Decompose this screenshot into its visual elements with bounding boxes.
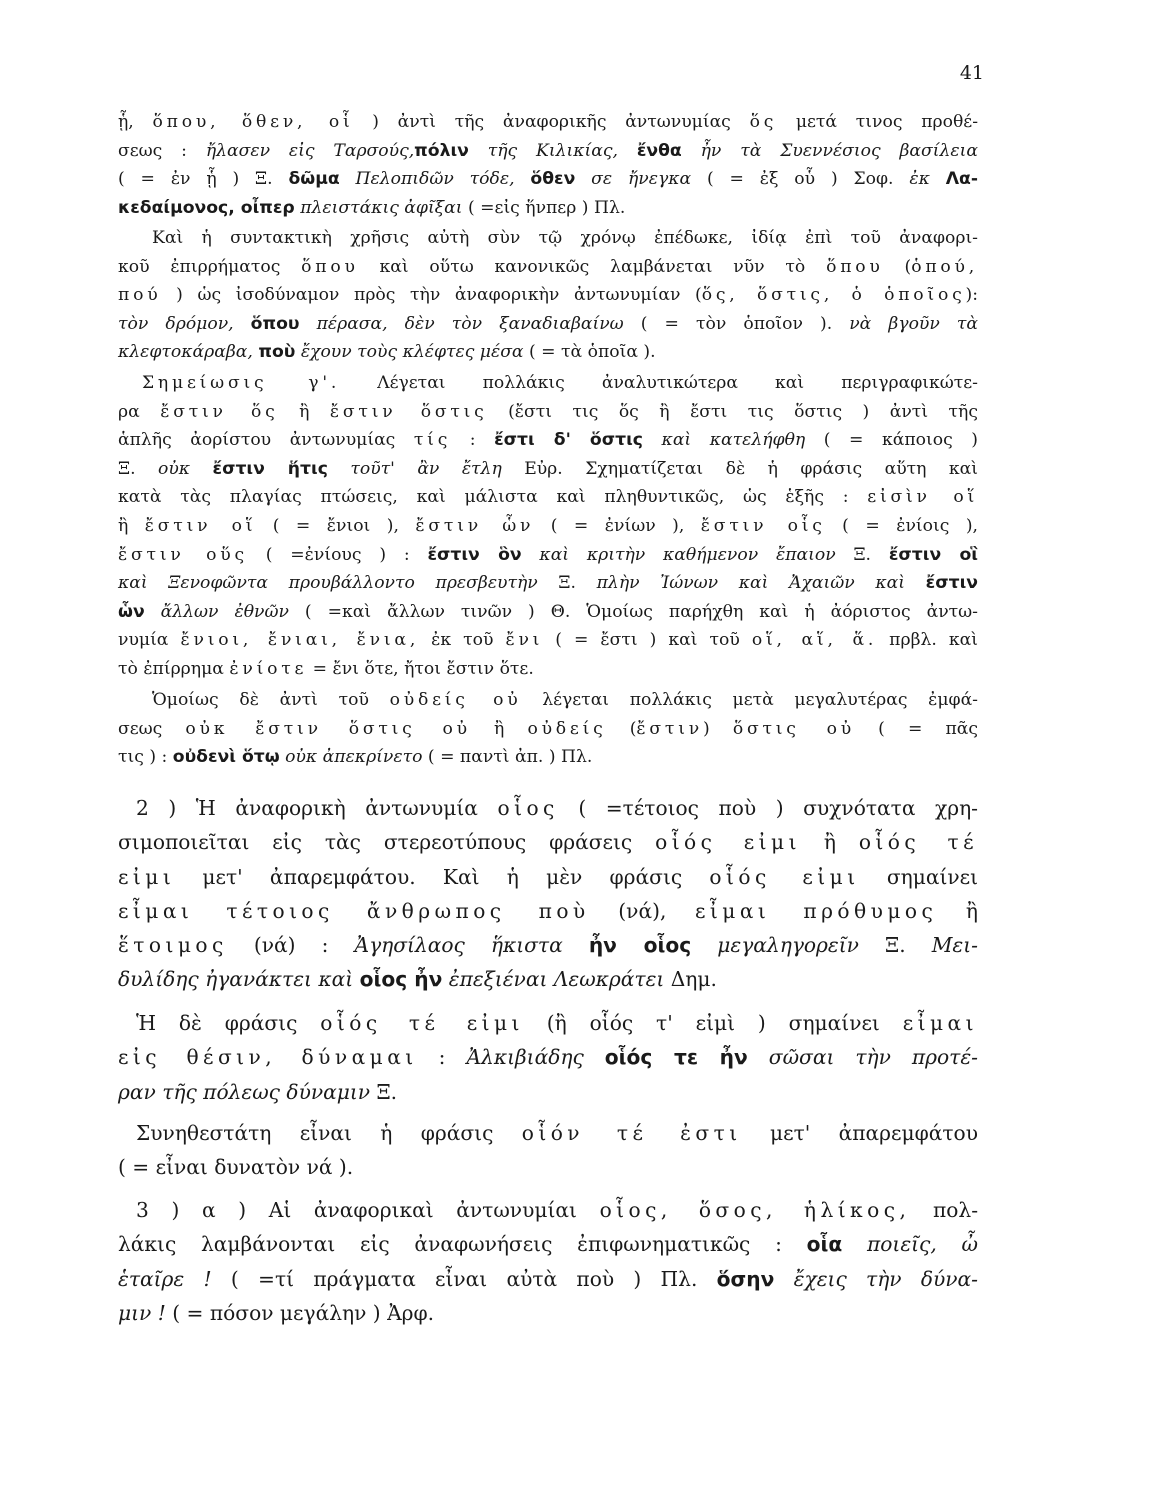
text-run: ἔστιν οὕς <box>118 544 248 565</box>
text-run: δυλίδης ἠγανάκτει καὶ <box>118 967 360 992</box>
text-run: εἶμαι τέτοιος ἄνθρωπος ποὺ <box>118 898 590 923</box>
text-run: ( =εἰς ἥνπερ ) Πλ. <box>462 197 626 218</box>
text-run: τοῦτ' ἂν ἔτλη <box>327 458 502 479</box>
text-run: καὶ Ξενοφῶντα προυβάλλοντο πρεσβευτὴν <box>118 573 538 594</box>
text-line <box>118 1006 978 1040</box>
text-run: ἤλασεν εἰς Ταρσούς, <box>205 140 415 161</box>
text-run: ) ὡς ἰσοδύναμον πρὸς τὴν ἀναφορικὴν ἀντωνυμίαν ( <box>161 285 702 306</box>
text-run: (νά) : <box>227 933 355 958</box>
text-run: ὅσην <box>716 1266 775 1291</box>
text-run: πολ- <box>910 1198 979 1222</box>
text-run: τις ) : <box>118 747 173 768</box>
text-run: (ἢ οἷός τ' εἰμὶ ) σημαίνει <box>523 1011 903 1035</box>
text-line <box>118 686 978 715</box>
text-run: κεδαίμονος, οἶπερ <box>118 197 295 218</box>
text-run: κλεφτοκάραβα, <box>118 342 259 363</box>
text-run: οὐκ ἀπεκρίνετο <box>279 747 423 768</box>
text-line <box>118 598 978 627</box>
text-run: τῆς Κιλικίας, <box>468 140 637 161</box>
text-run: σημαίνει <box>859 864 979 889</box>
text-run: τὸ ἐπίρρημα <box>118 658 230 679</box>
text-run: καὶ οὕτω κανονικῶς λαμβάνεται νῦν τὸ <box>358 256 827 277</box>
text-run: τίς <box>413 430 452 451</box>
text-run: σιμοποιεῖται εἰς τὰς στερεοτύπους φράσεις <box>118 830 656 855</box>
text-run: ὅπου <box>826 256 884 277</box>
text-line <box>118 194 978 223</box>
text-run: Ξ. <box>858 933 932 958</box>
text-line <box>118 310 978 339</box>
text-run: = ἔνι ὅτε, ἤτοι ἔστιν ὅτε. <box>307 658 534 679</box>
text-run: ποὺ <box>258 342 296 363</box>
text-line <box>118 626 978 655</box>
text-line <box>118 1296 978 1330</box>
text-run: 2 ) Ἡ ἀναφορικὴ ἀντωνυμία <box>136 796 498 820</box>
text-line <box>118 165 978 194</box>
paragraph <box>118 1006 978 1109</box>
text-run: Εὐρ. Σχηματίζεται δὲ ἡ φράσις αὕτη καὶ <box>501 458 979 479</box>
text-line <box>118 791 978 825</box>
text-run: ἔνιοι, ἔνιαι, ἔνια, <box>180 630 420 651</box>
text-run: ( = ἔνιοι ), <box>256 515 416 536</box>
text-run: ρα <box>118 401 161 422</box>
text-run: ἔνι <box>505 630 544 651</box>
text-run: πέρασα, δὲν τὸν ξαναδιαβαίνω <box>299 313 624 334</box>
text-run: εἰς θέσιν, δύναμαι <box>118 1045 418 1070</box>
text-line <box>118 455 978 484</box>
paragraph <box>118 686 978 772</box>
text-run: Σημείωσις γ'. <box>142 373 341 393</box>
text-run: ὅπου, ὅθεν, οἷ <box>152 112 354 132</box>
text-run: Λα- <box>945 169 978 190</box>
text-run: μιν ! <box>118 1300 166 1325</box>
text-run: ( = ἔστι ) καὶ τοῦ <box>543 630 752 651</box>
text-run: ( =ἐνίους ) : <box>247 544 428 565</box>
text-run: Συνηθεστάτη εἶναι ἡ φράσις <box>136 1121 522 1145</box>
text-run: ἢ <box>118 515 145 536</box>
text-run: λάκις λαμβάνονται εἰς ἀναφωνήσεις ἐπιφωνηματικῶς : <box>118 1232 807 1257</box>
text-run: σεως <box>118 718 186 739</box>
text-line <box>118 715 978 744</box>
paragraph <box>118 108 978 222</box>
text-run: ἔχουν τοὺς κλέφτες μέσα <box>295 342 524 363</box>
text-line <box>118 825 978 859</box>
text-run: ἢ <box>800 830 859 855</box>
text-run: ἕτοιμος <box>118 933 228 958</box>
paragraph <box>118 1116 978 1185</box>
page-number: 41 <box>959 62 984 84</box>
text-run: : <box>451 430 495 451</box>
text-run: ( =καὶ ἄλλων τινῶν ) Θ. Ὁμοίως παρήχθη καὶ ἡ ἀόριστος ἀντω- <box>288 601 978 622</box>
text-run: ἔστιν οἵ <box>144 515 257 536</box>
text-line <box>118 1193 978 1227</box>
text-line <box>118 1227 978 1261</box>
text-line <box>118 928 978 962</box>
text-run: σε ἤνεγκα <box>575 169 692 190</box>
text-line <box>118 369 978 398</box>
text-run: οἷα <box>806 1232 843 1257</box>
text-run: ( = εἶναι δυνατὸν νά ). <box>118 1155 354 1180</box>
text-run: ἑταῖρε ! <box>118 1266 212 1291</box>
paragraph <box>118 1193 978 1330</box>
text-run: εἶμαι <box>902 1011 978 1035</box>
text-run: νὰ βγοῦν τὰ <box>849 313 978 334</box>
text-run: οὐδενὶ ὅτῳ <box>172 747 280 768</box>
text-run: Ξ. <box>118 458 158 479</box>
text-run: ἔστιν οἷς <box>700 515 826 536</box>
text-run: πλειστάκις ἀφῖξαι <box>294 197 463 218</box>
text-run: Δημ. <box>664 967 717 992</box>
text-run: ἄλλων ἐθνῶν <box>144 601 289 622</box>
text-run: Ξ. <box>370 1079 398 1104</box>
text-run: οὐκ ἔστιν ὅστις οὐ <box>185 718 471 739</box>
text-run: πόλιν <box>414 140 469 161</box>
text-run: Καὶ ἡ συντακτικὴ χρῆσις αὐτὴ σὺν τῷ χρόνῳ ἐπέδωκε, ἰδίᾳ ἐπὶ τοῦ ἀναφορι- <box>152 228 978 248</box>
text-run: σεως : <box>118 140 206 161</box>
text-run: μετά τινος προθέ- <box>777 112 979 132</box>
text-run: πρβλ. καὶ <box>877 630 978 651</box>
text-line <box>118 655 978 684</box>
text-run: ἔστιν ὧν <box>415 515 535 536</box>
text-run: οἷος, ὅσος, ἡλίκος, <box>599 1198 911 1222</box>
text-run: οἷος <box>497 796 559 820</box>
text-run: ὅς <box>749 112 778 132</box>
text-run: τὸν δρόμον, <box>118 313 251 334</box>
text-run: ἦν τὰ Συεννέσιος βασίλεια <box>681 140 978 161</box>
text-run: οἷός εἰμι <box>655 830 801 855</box>
text-run: ἔστιν <box>636 718 703 739</box>
text-run: ) <box>702 718 733 739</box>
text-run: ( = τὰ ὁποῖα ). <box>523 342 656 363</box>
text-run: ( <box>606 718 637 739</box>
text-line <box>118 253 978 282</box>
text-run: Ἀγησίλαος ἥκιστα <box>354 933 589 958</box>
text-run: ( = τὸν ὁποῖον ). <box>623 313 850 334</box>
text-run: ἔστιν <box>925 573 978 594</box>
text-run: ἢ <box>278 401 330 422</box>
text-run: (ἔστι τις ὅς ἢ ἔστι τις ὅστις ) ἀντὶ τῆς <box>487 401 978 422</box>
text-run: Ἀλκιβιάδης <box>466 1045 605 1070</box>
text-run: ἔστιν ἥτις <box>212 458 328 479</box>
text-run: 3 ) α ) Αἱ ἀναφορικαὶ ἀντωνυμίαι <box>136 1198 600 1222</box>
text-run: ὅς, ὅστις, ὁ ὁποῖος <box>701 285 966 306</box>
text-line <box>118 1040 978 1074</box>
paragraph <box>118 369 978 684</box>
text-run: μετ' ἀπαρεμφάτου <box>741 1121 978 1145</box>
text-run: οὐδείς οὐ <box>389 690 522 710</box>
text-run: ( = ἐνίων ), <box>534 515 701 536</box>
text-run: ( = ἐνίοις ), <box>825 515 978 536</box>
text-run: ( =τί πράγματα εἶναι αὐτὰ ποὺ ) Πλ. <box>211 1266 717 1291</box>
text-run: μετ' ἀπαρεμφάτου. Καὶ ἡ μὲν φράσις <box>175 864 710 889</box>
text-run: ὅθεν <box>530 169 576 190</box>
text-run: ὅπου <box>301 256 359 277</box>
text-run: ἐνίοτε <box>229 658 308 679</box>
text-run: οἷός εἰμι <box>709 864 860 889</box>
text-run: ( = ἐξ οὗ ) Σοφ. <box>691 169 910 190</box>
text-run: Ἡ δὲ φράσις <box>136 1011 321 1035</box>
text-run: ἦν οἷος <box>588 933 692 958</box>
text-run: καὶ κριτὴν καθήμενον ἔπαιον <box>521 544 836 565</box>
text-line <box>118 398 978 427</box>
text-line <box>118 426 978 455</box>
text-run: ποιεῖς, ὦ <box>842 1232 978 1257</box>
text-run: ( =τέτοιος ποὺ ) συχνότατα χρη- <box>558 796 978 820</box>
text-line <box>118 224 978 253</box>
text-run: πού <box>118 285 162 306</box>
text-line <box>118 137 978 166</box>
text-line <box>118 483 978 512</box>
text-run: οἷός τέ <box>858 830 978 855</box>
text-run: ὁπού, <box>911 256 979 277</box>
text-run: σῶσαι τὴν προτέ- <box>747 1045 978 1070</box>
text-run: ᾗ, <box>118 112 153 132</box>
text-run: ἔστι δ' ὅστις <box>494 430 643 451</box>
text-run: οὐδείς <box>527 718 607 739</box>
text-run: οὐκ <box>158 458 213 479</box>
text-line <box>118 860 978 894</box>
text-run: Ξ. <box>537 573 597 594</box>
text-run: ἢ <box>470 718 528 739</box>
text-line <box>118 962 978 996</box>
text-run: ἔχεις τὴν δύνα- <box>774 1266 979 1291</box>
text-run: ραν τῆς πόλεως δύναμιν <box>118 1079 371 1104</box>
text-run: εἶμαι πρόθυμος <box>695 898 938 923</box>
text-line <box>118 281 978 310</box>
text-run: ἔστιν ὅς <box>160 401 279 422</box>
text-run: ( <box>883 256 912 277</box>
text-run: οἷός τε ἦν <box>604 1045 748 1070</box>
text-run: ὧν <box>118 601 145 622</box>
paragraph <box>118 224 978 367</box>
text-run: ): <box>965 285 978 306</box>
text-run: οἷος ἦν <box>359 967 443 992</box>
text-run: κοῦ ἐπιρρήματος <box>118 256 302 277</box>
text-line <box>118 1075 978 1109</box>
text-run: εἰμι <box>118 864 176 889</box>
text-run: ἐκ <box>909 169 946 190</box>
text-run: κατὰ τὰς πλαγίας πτώσεις, καὶ μάλιστα καὶ πληθυντικῶς, ὡς ἑξῆς : <box>118 487 868 508</box>
text-run: ἔνθα <box>636 140 682 161</box>
text-run: ἔστιν οἳ <box>888 544 979 565</box>
text-run: οἷόν τέ ἐστι <box>521 1121 742 1145</box>
text-run: ἢ <box>937 898 978 923</box>
text-run: ἔστιν ὅστις <box>329 401 488 422</box>
text-line <box>118 569 978 598</box>
text-run: ὅπου <box>250 313 300 334</box>
text-run: Ὁμοίως δὲ ἀντὶ τοῦ <box>152 690 390 710</box>
text-run: Λέγεται πολλάκις ἀναλυτικώτερα καὶ περιγραφικώτε- <box>340 373 978 393</box>
text-line <box>118 1116 978 1150</box>
text-run: ( = κάποιος ) <box>805 430 979 451</box>
text-run: ( = πᾶς <box>854 718 979 739</box>
text-run: Πελοπιδῶν τόδε, <box>339 169 531 190</box>
text-run: ὅστις οὐ <box>732 718 855 739</box>
paragraph <box>118 791 978 997</box>
text-run: ἐκ τοῦ <box>419 630 506 651</box>
text-run: εἰσὶν οἵ <box>867 487 978 508</box>
text-run: λέγεται πολλάκις μετὰ μεγαλυτέρας ἐμφά- <box>521 690 978 710</box>
text-run: Ξ. <box>835 544 889 565</box>
text-run: ( = πόσον μεγάλην ) Ἀρφ. <box>165 1300 435 1325</box>
text-line <box>118 541 978 570</box>
text-line <box>118 894 978 928</box>
text-run: ἁπλῆς ἀορίστου ἀντωνυμίας <box>118 430 414 451</box>
text-line <box>118 1262 978 1296</box>
text-run: καὶ κατελήφθη <box>642 430 806 451</box>
text-line <box>118 338 978 367</box>
text-run: ( = παντὶ ἀπ. ) Πλ. <box>422 747 593 768</box>
text-run: νυμία <box>118 630 181 651</box>
text-run: οἵ, αἵ, ἅ. <box>751 630 878 651</box>
text-run: ἔστιν ὃν <box>427 544 522 565</box>
text-run: ( = ἐν ᾗ ) Ξ. <box>118 169 289 190</box>
text-line <box>118 743 978 772</box>
text-run: πλὴν Ἰώνων καὶ Ἀχαιῶν καὶ <box>596 573 926 594</box>
text-run: ἐπεξιέναι Λεωκράτει <box>442 967 665 992</box>
text-run: δῶμα <box>288 169 340 190</box>
text-line <box>118 512 978 541</box>
text-run: μεγαληγορεῖν <box>691 933 859 958</box>
text-run: (νά), <box>589 898 696 923</box>
text-run: ) ἀντὶ τῆς ἀναφορικῆς ἀντωνυμίας <box>353 112 750 132</box>
text-line <box>118 1150 978 1184</box>
text-run: : <box>417 1045 467 1070</box>
text-run: οἷός τέ εἰμι <box>320 1011 524 1035</box>
text-run: Μει- <box>931 933 978 958</box>
text-line <box>118 108 978 137</box>
